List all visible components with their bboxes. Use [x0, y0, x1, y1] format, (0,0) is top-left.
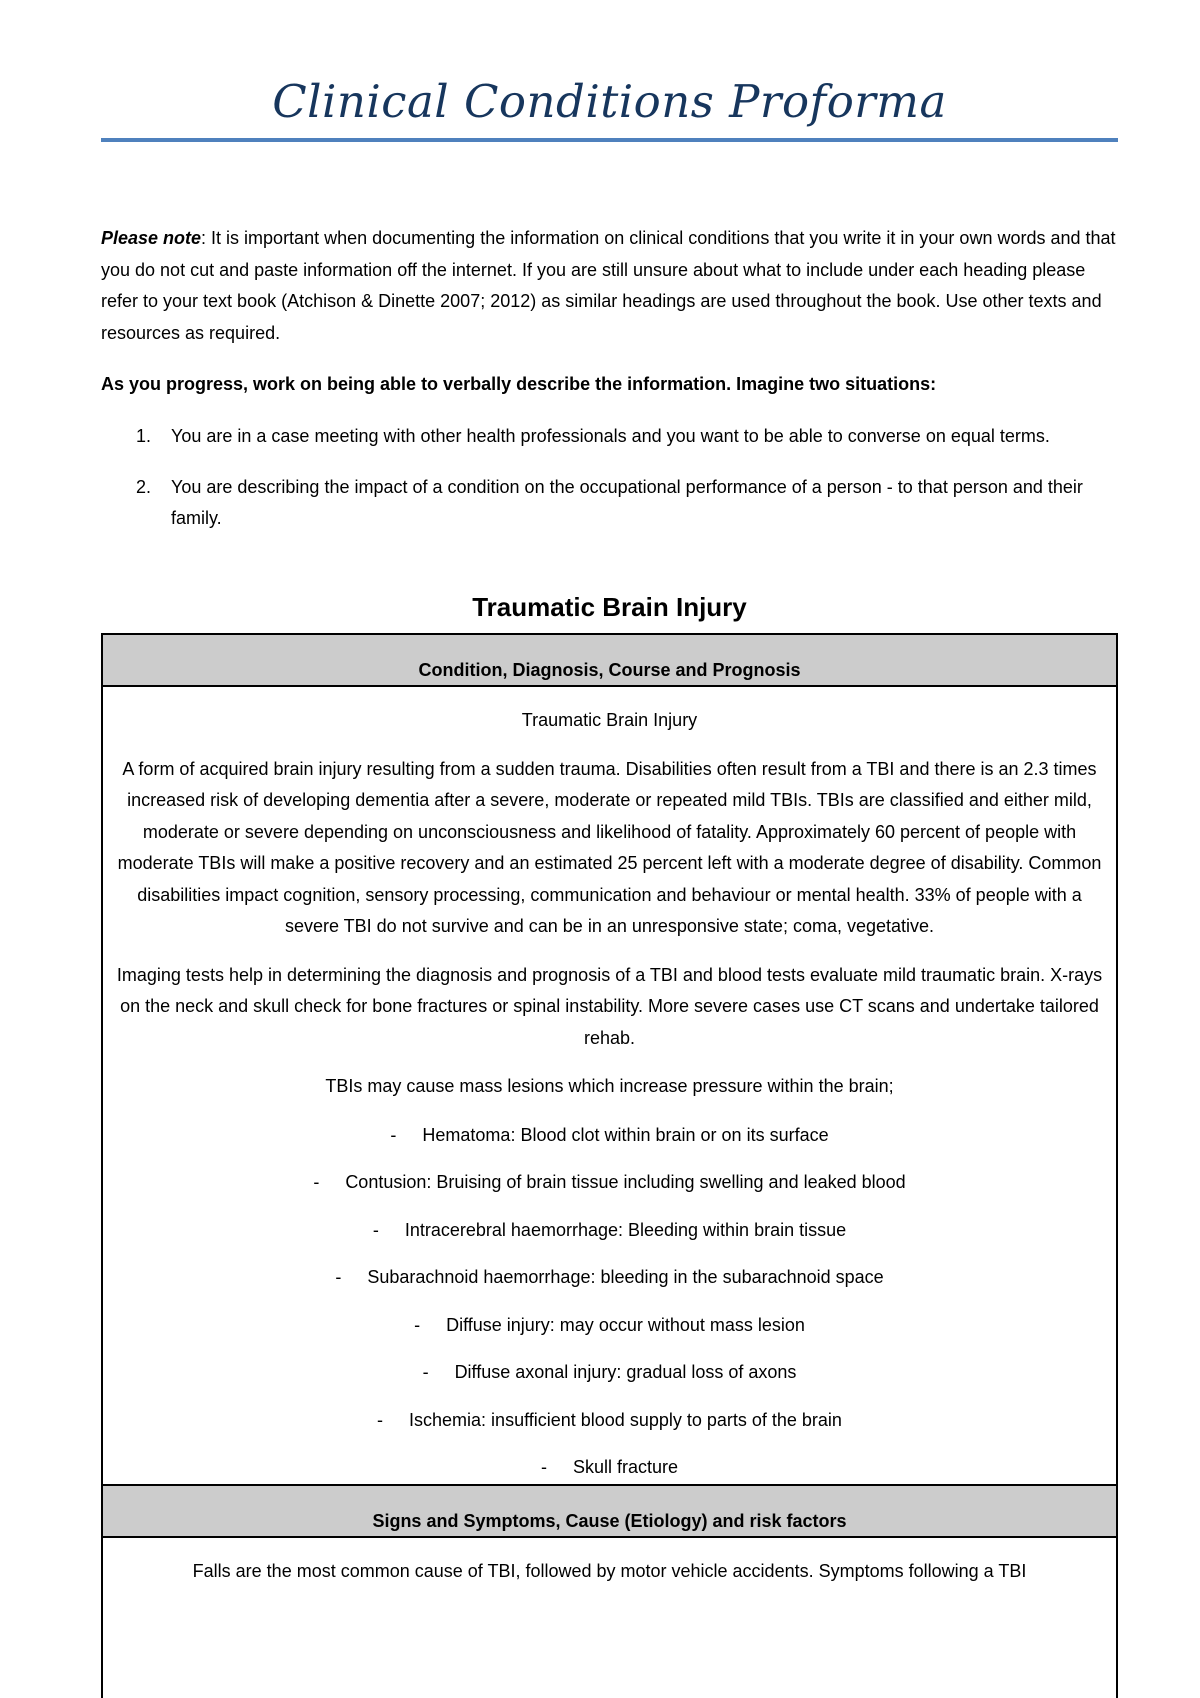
dash-bullet: - — [372, 1219, 379, 1240]
note-paragraph — [101, 223, 1118, 349]
lesion-item — [115, 1167, 1104, 1199]
condition-paragraph: A form of acquired brain injury resulting from a sudden trauma. Disabilities often result from a TBI and there is an 2.3 times increased risk of developing dementia after a severe, moderate or repeated mild TBIs. TBIs are classified and either mild, moderate or severe depending on unconsciousness and likelihood of fatality. Approximately 60 percent of people with moderate TBIs will make a positive recovery and an estimated 25 percent left with a moderate degree of disability. Common disabilities impact cognition, sensory processing, communication and behaviour or mental health. 33% of people with a severe TBI do not survive and can be in an unresponsive state; coma, vegetative. — [117, 758, 1102, 936]
progress-instruction: As you progress, work on being able to verbally describe the information. Imagine two situations: — [101, 374, 937, 394]
lesion-item — [115, 1452, 1104, 1484]
dash-bullet: - — [540, 1457, 547, 1477]
note-label: Please note — [101, 228, 202, 248]
dash-bullet: - — [335, 1267, 342, 1287]
situation-number: 1. — [136, 426, 152, 446]
note-text: : It is important when documenting the information on clinical conditions that you write it in your own words and that you do not cut and paste information off the internet. If you are still unsure about what to include under each heading please refer to your text book (Atchison & Dinette 2007; 2012) as similar headings are used throughout the book. Use other texts and resources as required. — [101, 228, 1116, 343]
lesion-item — [115, 1215, 1104, 1247]
table-header-condition: Condition, Diagnosis, Course and Prognosis — [103, 635, 1116, 687]
dash-bullet: - — [390, 1124, 397, 1145]
dash-bullet: - — [377, 1409, 384, 1430]
diagnosis-paragraph: Imaging tests help in determining the diagnosis and prognosis of a TBI and blood tests evaluate mild traumatic brain. X-rays on the neck and skull check for bone fractures or spinal instability. More severe cases use CT scans and undertake tailored rehab. — [116, 964, 1103, 1048]
situations-list — [101, 421, 1118, 554]
lesion-item — [115, 1120, 1104, 1152]
lesion-text: Skull fracture — [572, 1457, 679, 1477]
situation-item — [101, 472, 1118, 535]
table-cell-condition — [103, 687, 1116, 1484]
section-title: Traumatic Brain Injury — [472, 592, 747, 622]
conditions-table — [101, 633, 1118, 1698]
situation-number: 2. — [136, 476, 152, 497]
lesion-text: Contusion: Bruising of brain tissue including swelling and leaked blood — [345, 1172, 906, 1192]
signs-paragraph: Falls are the most common cause of TBI, followed by motor vehicle accidents. Symptoms following a TBI — [192, 1560, 1027, 1581]
dash-bullet: - — [313, 1172, 320, 1192]
lesion-text: Ischemia: insufficient blood supply to parts of the brain — [409, 1409, 842, 1430]
dash-bullet: - — [414, 1314, 421, 1335]
cell-title: Traumatic Brain Injury — [521, 710, 698, 730]
table-cell-signs — [103, 1538, 1116, 1588]
table-header-signs: Signs and Symptoms, Cause (Etiology) and risk factors — [103, 1484, 1116, 1538]
lesion-text: Diffuse injury: may occur without mass lesion — [446, 1314, 805, 1335]
lesion-item — [115, 1405, 1104, 1437]
situation-item — [101, 421, 1118, 453]
lesion-text: Hematoma: Blood clot within brain or on its surface — [422, 1124, 829, 1145]
title-underline — [101, 138, 1118, 142]
lesion-text: Intracerebral haemorrhage: Bleeding within brain tissue — [404, 1219, 847, 1240]
lesion-item — [115, 1262, 1104, 1294]
lesion-text: Subarachnoid haemorrhage: bleeding in the subarachnoid space — [367, 1267, 884, 1287]
lesion-item — [115, 1310, 1104, 1342]
lesion-text: Diffuse axonal injury: gradual loss of axons — [454, 1362, 797, 1382]
lesion-item — [115, 1357, 1104, 1389]
dash-bullet: - — [422, 1362, 429, 1382]
situation-text: You are in a case meeting with other health professionals and you want to be able to converse on equal terms. — [171, 426, 1050, 446]
situation-text: You are describing the impact of a condition on the occupational performance of a person - to that person and their family. — [171, 476, 1083, 528]
document-title: Clinical Conditions Proforma — [272, 75, 947, 128]
lesions-intro: TBIs may cause mass lesions which increase pressure within the brain; — [325, 1076, 894, 1096]
